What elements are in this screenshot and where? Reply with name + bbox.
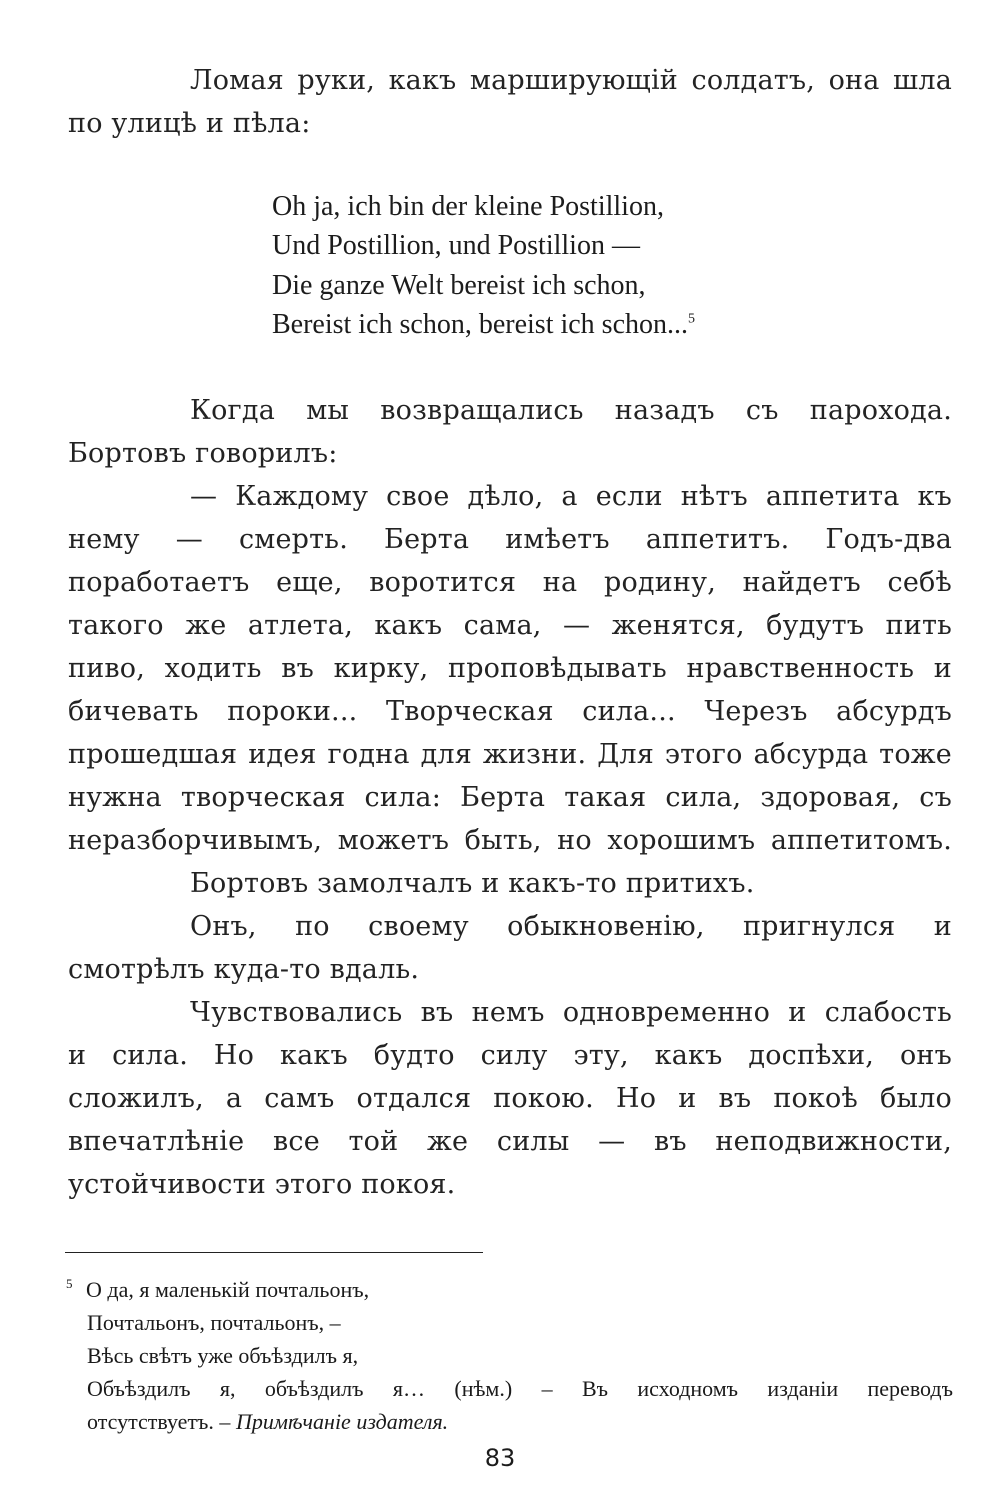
text-line: прошедшая идея годна для жизни. Для этого абсурда тоже — [68, 739, 952, 770]
verse-line: Die ganze Welt bereist ich schon, — [272, 270, 646, 301]
footnote-line: Объѣздилъ я, объѣздилъ я… (нѣм.) – Въ исходномъ изданіи переводъ — [87, 1376, 953, 1401]
verse-line: Und Postillion, und Postillion — — [272, 230, 640, 261]
footnote-text: отсутствуетъ. – — [87, 1409, 236, 1434]
verse-line-with-ref — [272, 308, 695, 342]
footnote-last-line — [87, 1408, 448, 1436]
text-line: Чувствовались въ немъ одновременно и слабость — [190, 997, 952, 1028]
text-line: по улицѣ и пѣла: — [68, 108, 311, 139]
footnote-mark: 5 — [66, 1276, 73, 1291]
text-line: и сила. Но какъ будто силу эту, какъ доспѣхи, онъ — [68, 1040, 952, 1071]
text-line: — Каждому свое дѣло, а если нѣтъ аппетита къ — [190, 481, 952, 512]
footnote-line: О да, я маленькій почтальонъ, — [86, 1277, 370, 1302]
text-line: Ломая руки, какъ марширующій солдатъ, она шла — [190, 65, 952, 96]
text-line: впечатлѣніе все той же силы — въ неподвижности, — [68, 1126, 952, 1157]
text-line: Онъ, по своему обыкновенію, пригнулся и — [190, 911, 952, 942]
text-line: такого же атлета, какъ сама, — женятся, будутъ пить — [68, 610, 952, 641]
text-line: нему — смерть. Берта имѣетъ аппетитъ. Годъ-два — [68, 524, 952, 555]
text-line: сложилъ, а самъ отдался покою. Но и въ покоѣ было — [68, 1083, 952, 1114]
text-line: нужна творческая сила: Берта такая сила, здоровая, съ — [68, 782, 952, 813]
text-line: неразборчивымъ, можетъ быть, но хорошимъ аппетитомъ. — [68, 825, 952, 856]
text-line: смотрѣлъ куда-то вдаль. — [68, 954, 420, 985]
text-line: пиво, ходить въ кирку, проповѣдывать нравственность и — [68, 653, 952, 684]
text-line: устойчивости этого покоя. — [68, 1169, 456, 1200]
verse-line: Bereist ich schon, bereist ich schon... — [272, 309, 689, 340]
text-line: Когда мы возвращались назадъ съ парохода. — [190, 395, 952, 426]
publisher-note: Примѣчаніе издателя. — [235, 1409, 449, 1434]
verse-line: Oh ja, ich bin der kleine Postillion, — [272, 191, 664, 222]
footnote-line: Вѣсь свѣтъ уже объѣздилъ я, — [87, 1343, 359, 1368]
text-line: Бортовъ говорилъ: — [68, 438, 338, 469]
footnote-line: Почтальонъ, почтальонъ, – — [87, 1310, 341, 1335]
page-number: 83 — [484, 1444, 516, 1472]
footnote-divider — [65, 1252, 483, 1253]
text-line: бичевать пороки... Творческая сила... Черезъ абсурдъ — [68, 696, 952, 727]
footnote-reference: 5 — [688, 311, 696, 327]
text-line: поработаетъ еще, воротится на родину, найдетъ себѣ — [68, 567, 952, 598]
text-line: Бортовъ замолчалъ и какъ-то притихъ. — [190, 868, 755, 899]
